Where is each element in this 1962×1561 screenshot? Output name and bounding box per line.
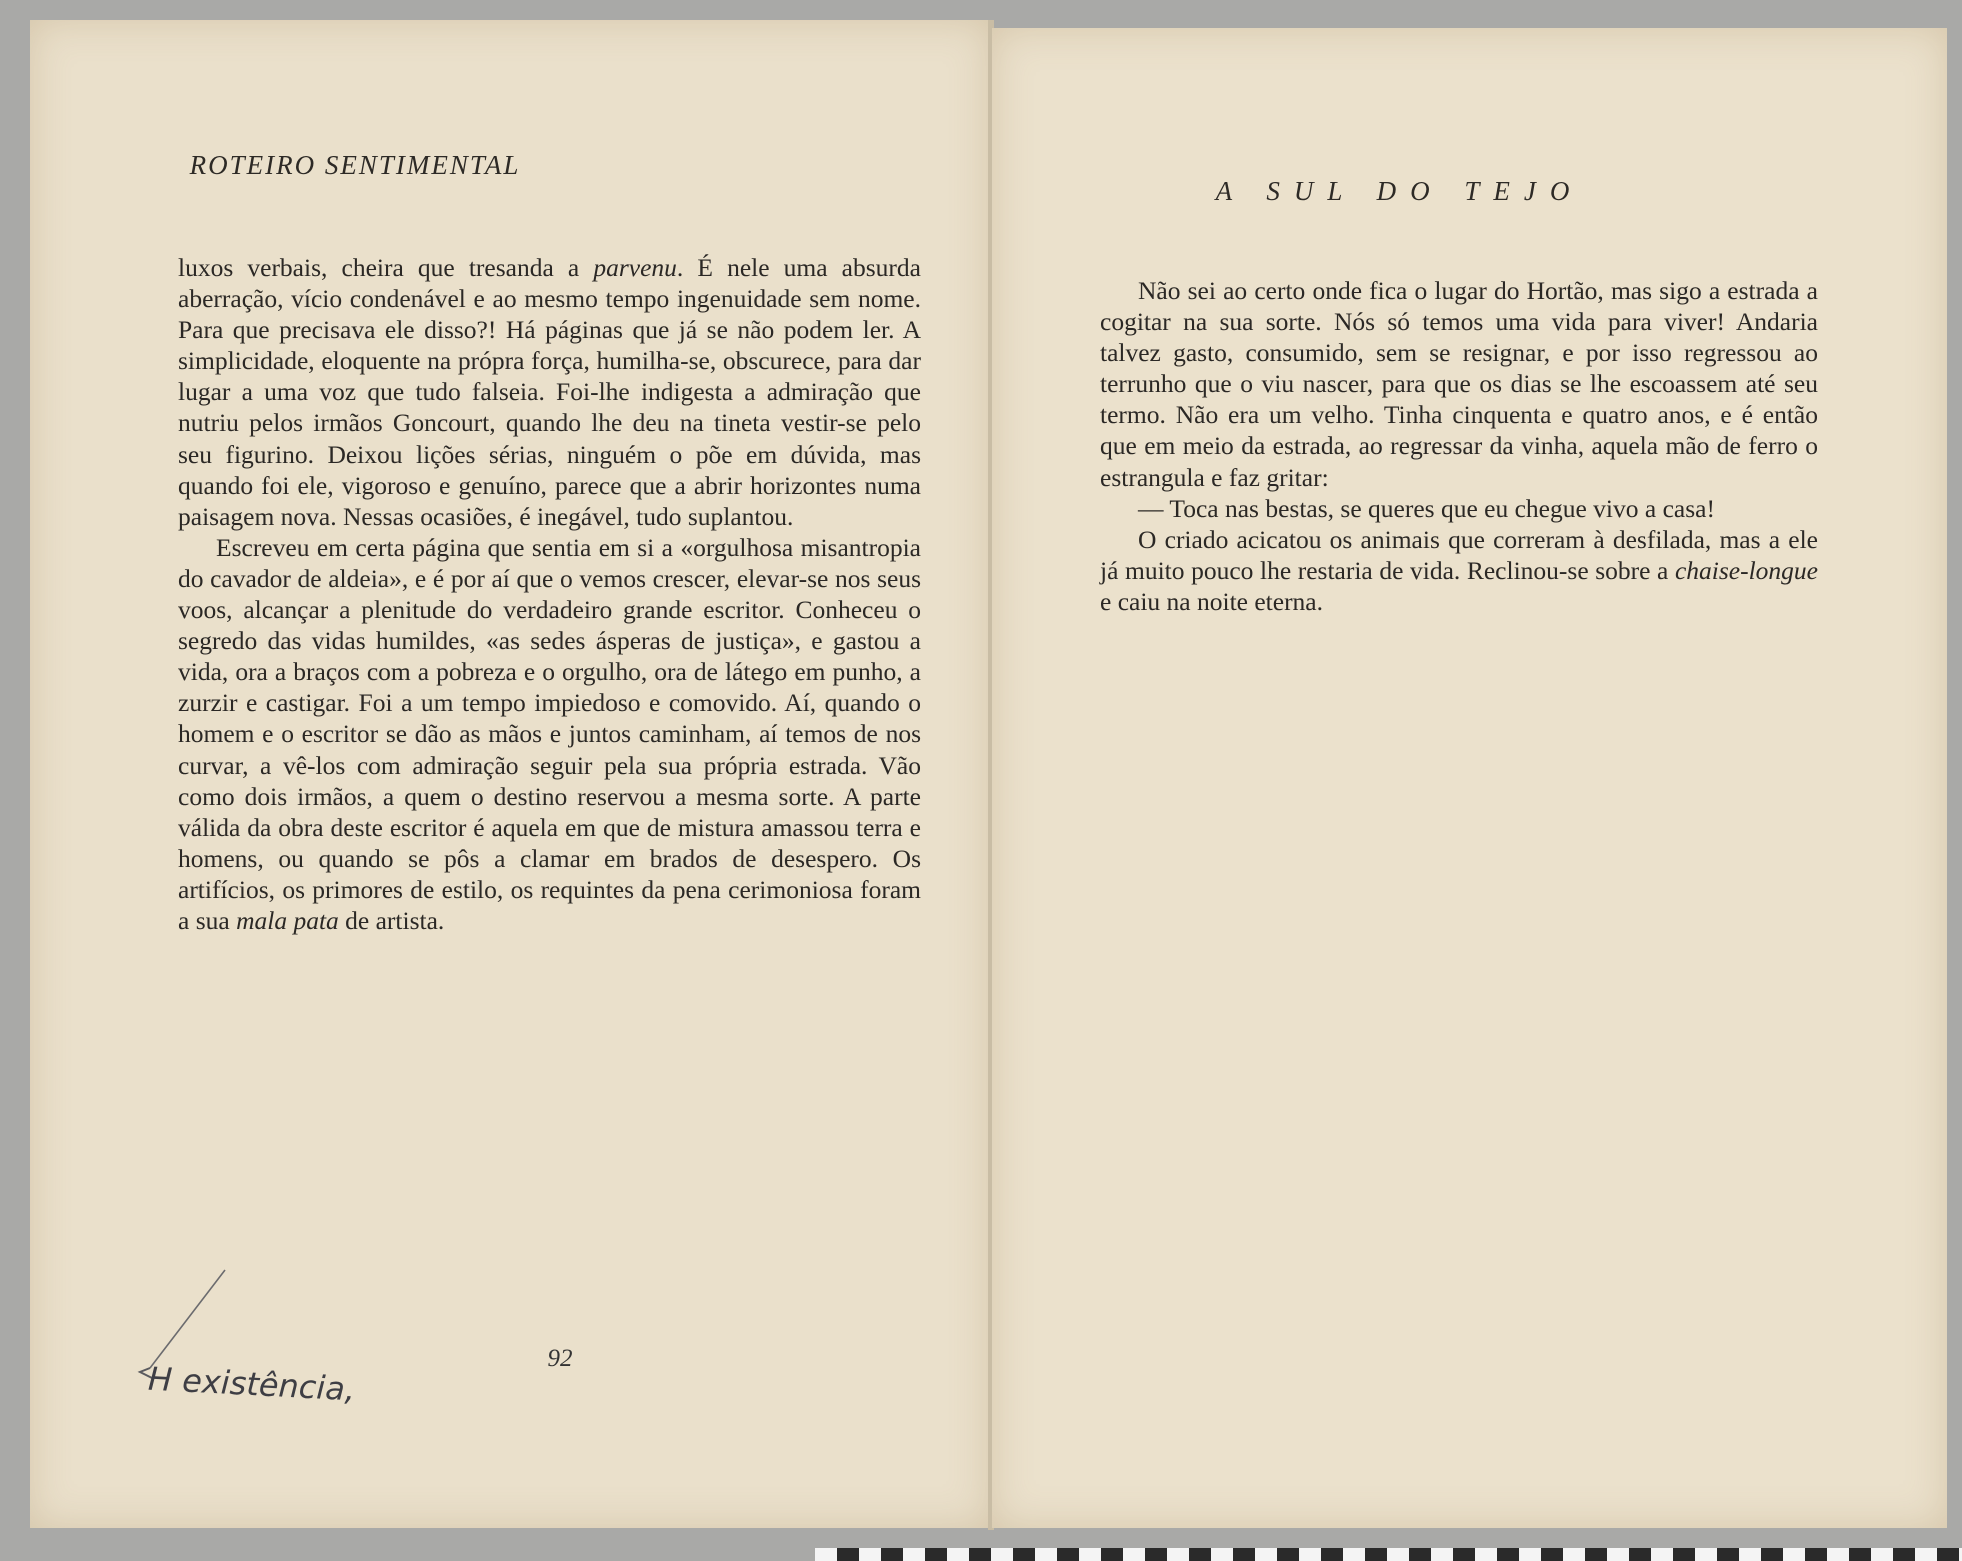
text-run: luxos verbais, cheira que tresanda a bbox=[178, 253, 594, 282]
paragraph bbox=[1100, 524, 1818, 617]
italic-phrase: mala pata bbox=[236, 905, 339, 935]
text-run: . É nele uma absurda aberração, vício condenável e ao mesmo tempo ingenuidade sem nome. Para que precisava ele disso?! Há páginas que já se não podem ler. A simplicidade, eloquente na própra força, humilha-se, obscurece, para dar lugar a uma voz que tudo falseia. Foi-lhe indigesta a admiração que nutriu pelos irmãos Goncourt, quando lhe deu na tineta vestir-se pelo seu figurino. Deixou lições sérias, ninguém o põe em dúvida, mas quando foi ele, vigoroso e genuíno, parece que a abrir horizontes numa paisagem nova. Nessas ocasiões, é inegável, tudo suplantou. bbox=[178, 253, 921, 531]
running-head-left-text: ROTEIRO SENTIMENTAL bbox=[189, 150, 521, 180]
paragraph bbox=[1100, 275, 1818, 493]
text-run: O criado acicatou os animais que correram à desfilada, mas a ele já muito pouco lhe restaria de vida. Reclinou-se sobre a bbox=[1100, 524, 1818, 585]
running-head-left bbox=[30, 150, 990, 181]
text-run: Escreveu em certa página que sentia em si a «orgulhosa misantropia do cavador de aldeia», e é por aí que o vemos crescer, elevar-se nos seus voos, alcançar a plenitude do verdadeiro grande escritor. Conheceu o segredo das vidas humildes, «as sedes ásperas de justiça», e gastou a vida, ora a braços com a pobreza e o orgulho, ora de látego em punho, a zurzir e castigar. Foi a um tempo impiedoso e comovido. Aí, quando o homem e o escritor se dão as mãos e juntos caminham, aí temos de nos curvar, a vê-los com admiração seguir pela sua própria estrada. Vão como dois irmãos, a quem o destino reservou a mesma sorte. A parte válida da obra deste escritor é aquela em que de mistura amassou terra e homens, ou quando se pôs a clamar em brados de desespero. Os artifícios, os primores de estilo, os requintes da pena cerimoniosa foram a sua bbox=[178, 532, 921, 935]
italic-phrase: chaise-longue bbox=[1674, 555, 1818, 585]
paragraph bbox=[178, 252, 921, 532]
handwritten-margin-note: H existência, bbox=[147, 1359, 357, 1409]
paragraph bbox=[178, 532, 921, 936]
right-book-page bbox=[992, 28, 1947, 1528]
running-head-right bbox=[992, 176, 1947, 207]
paragraph bbox=[1100, 493, 1818, 524]
page-number-text: 92 bbox=[547, 1345, 573, 1372]
color-scale-bar bbox=[815, 1548, 1962, 1561]
running-head-right-text: A SUL DO TEJO bbox=[1215, 176, 1584, 206]
italic-phrase: parvenu bbox=[593, 253, 677, 282]
left-page-body bbox=[178, 252, 921, 936]
text-run: Não sei ao certo onde fica o lugar do Hortão, mas sigo a estrada a cogitar na sua sorte. Nós só temos uma vida para viver! Andaria talvez gasto, consumido, sem se resignar, e por isso regressou ao terrunho que o viu nascer, para que os dias se lhe escoassem até seu termo. Não era um velho. Tinha cinquenta e quatro anos, e é então que em meio da estrada, ao regressar da vinha, aquela mão de ferro o estrangula e faz gritar: bbox=[1100, 276, 1818, 492]
right-page-body bbox=[1100, 275, 1818, 617]
text-run: — Toca nas bestas, se queres que eu chegue vivo a casa! bbox=[1138, 493, 1715, 523]
text-run: e caiu na noite eterna. bbox=[1100, 586, 1324, 616]
left-book-page bbox=[30, 20, 990, 1528]
text-run: de artista. bbox=[338, 905, 445, 935]
